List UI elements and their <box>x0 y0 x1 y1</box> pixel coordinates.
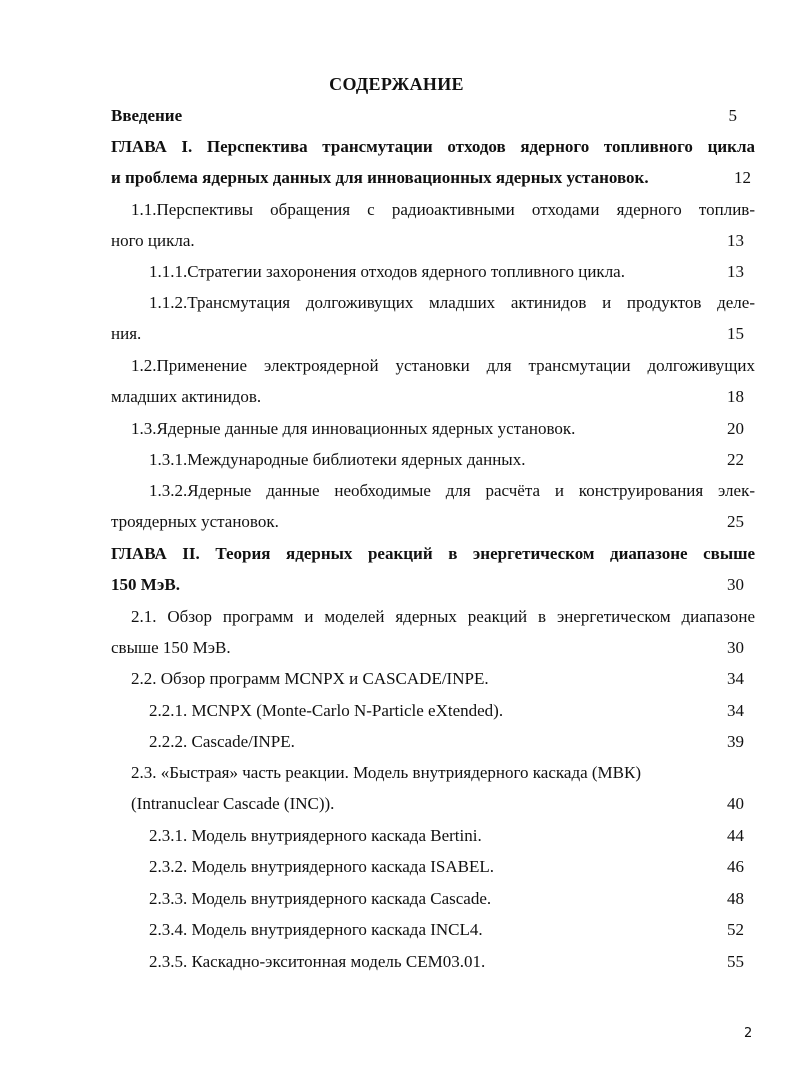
toc-page-number: 13 <box>727 262 744 281</box>
toc-entry-1-3-2[interactable]: 1.3.2.Ядерные данные необходимые для расчёта и конструирования элек- <box>149 481 755 500</box>
toc-page-number: 30 <box>727 575 744 594</box>
toc-entry-chapter-2-cont[interactable]: 150 МэВ. <box>111 575 180 594</box>
toc-page-number: 25 <box>727 512 744 531</box>
toc-page-number: 18 <box>727 387 744 406</box>
toc-page-number: 20 <box>727 419 744 438</box>
toc-page-number: 52 <box>727 920 744 939</box>
toc-page-number: 34 <box>727 701 744 720</box>
toc-page-number: 12 <box>734 168 751 187</box>
toc-entry-1-1-2-cont[interactable]: ния. <box>111 324 142 343</box>
toc-page-number: 22 <box>727 450 744 469</box>
toc-entry-2-3-3[interactable]: 2.3.3. Модель внутриядерного каскада Cascade. <box>149 889 492 908</box>
toc-entry-2-3-cont[interactable]: (Intranuclear Cascade (INC)). <box>131 794 335 813</box>
toc-entry-1-2-cont[interactable]: младших актинидов. <box>111 387 262 406</box>
toc-entry-2-3[interactable]: 2.3. «Быстрая» часть реакции. Модель внутриядерного каскада (МВК) <box>131 763 642 782</box>
toc-entry-chapter-1-cont[interactable]: и проблема ядерных данных для инновационных ядерных установок. <box>111 168 649 187</box>
toc-entry-1-2[interactable]: 1.2.Применение электроядерной установки для трансмутации долгоживущих <box>131 356 755 375</box>
toc-page-number: 13 <box>727 231 744 250</box>
toc-entry-introduction[interactable]: Введение <box>111 106 183 125</box>
toc-page-number: 34 <box>727 669 744 688</box>
toc-entry-2-1[interactable]: 2.1. Обзор программ и моделей ядерных реакций в энергетическом диапазоне <box>131 607 755 626</box>
toc-entry-1-1-cont[interactable]: ного цикла. <box>111 231 195 250</box>
toc-entry-2-3-4[interactable]: 2.3.4. Модель внутриядерного каскада INCL4. <box>149 920 483 939</box>
toc-entry-1-1-1[interactable]: 1.1.1.Стратегии захоронения отходов ядерного топливного цикла. <box>149 262 625 281</box>
toc-entry-2-3-5[interactable]: 2.3.5. Каскадно-экситонная модель CEM03.01. <box>149 952 486 971</box>
toc-page-number: 30 <box>727 638 744 657</box>
toc-entry-1-1[interactable]: 1.1.Перспективы обращения с радиоактивными отходами ядерного топлив- <box>131 200 755 219</box>
toc-entry-chapter-2[interactable]: ГЛАВА II. Теория ядерных реакций в энергетическом диапазоне свыше <box>111 544 755 563</box>
page-title: СОДЕРЖАНИЕ <box>329 74 464 94</box>
toc-entry-1-3-2-cont[interactable]: троядерных установок. <box>111 512 279 531</box>
toc-entry-2-2-1[interactable]: 2.2.1. MCNPX (Monte-Carlo N-Particle eXtended). <box>149 701 504 720</box>
toc-page-number: 46 <box>727 857 744 876</box>
page-number: 2 <box>744 1026 753 1041</box>
toc-page-number: 55 <box>727 952 744 971</box>
toc-entry-2-2-2[interactable]: 2.2.2. Cascade/INPE. <box>149 732 295 751</box>
toc-page-number: 15 <box>727 324 744 343</box>
toc-page-number: 39 <box>727 732 744 751</box>
toc-page-number: 40 <box>727 794 744 813</box>
toc-entry-chapter-1[interactable]: ГЛАВА I. Перспектива трансмутации отходов ядерного топливного цикла <box>111 137 755 156</box>
toc-entry-1-3-1[interactable]: 1.3.1.Международные библиотеки ядерных данных. <box>149 450 526 469</box>
toc-entry-2-3-2[interactable]: 2.3.2. Модель внутриядерного каскада ISABEL. <box>149 857 494 876</box>
toc-entry-2-2[interactable]: 2.2. Обзор программ MCNPX и CASCADE/INPE. <box>131 669 489 688</box>
toc-entry-2-3-1[interactable]: 2.3.1. Модель внутриядерного каскада Bertini. <box>149 826 482 845</box>
toc-entry-1-3[interactable]: 1.3.Ядерные данные для инновационных ядерных установок. <box>131 419 576 438</box>
toc-page-number: 48 <box>727 889 744 908</box>
toc-entry-2-1-cont[interactable]: свыше 150 МэВ. <box>111 638 231 657</box>
toc-page-number: 5 <box>728 106 737 125</box>
toc-page-number: 44 <box>727 826 744 845</box>
toc-entry-1-1-2[interactable]: 1.1.2.Трансмутация долгоживущих младших актинидов и продуктов деле- <box>149 293 755 312</box>
